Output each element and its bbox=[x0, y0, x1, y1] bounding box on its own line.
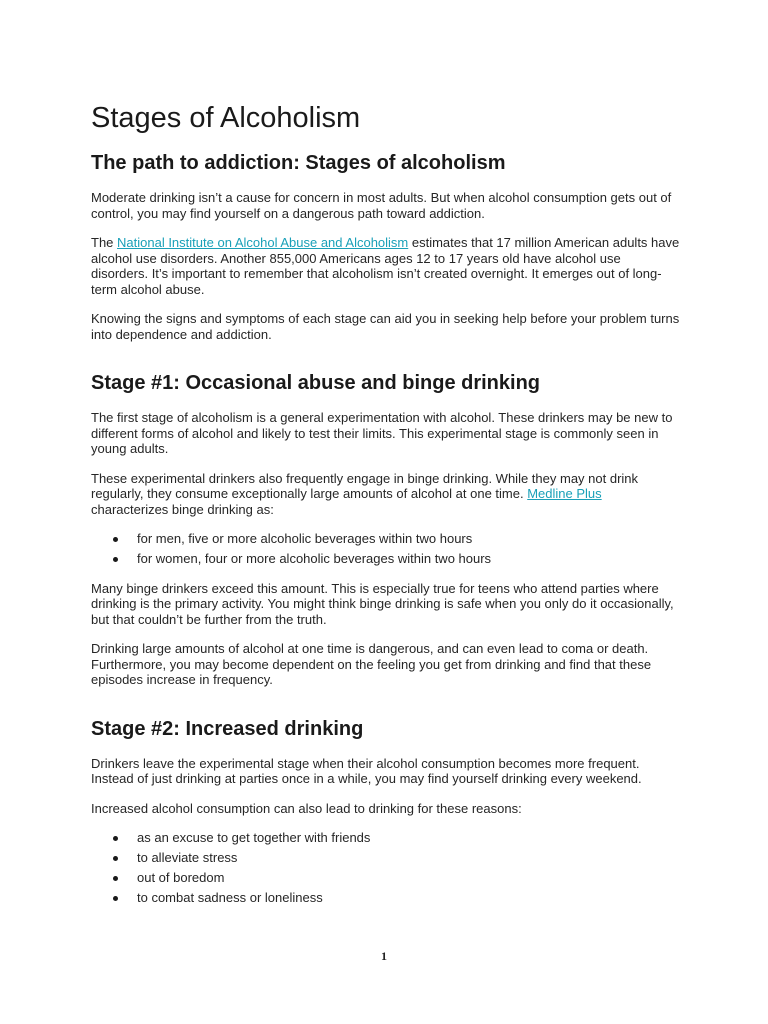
list-item-text: to alleviate stress bbox=[137, 850, 238, 865]
stage1-paragraph-1: The first stage of alcoholism is a general experimentation with alcohol. These drinkers may be new to different forms of alcohol and likely to test their limits. This experimental stage is commonly seen in young adults. bbox=[91, 410, 673, 456]
bullet-icon bbox=[113, 537, 118, 542]
intro-paragraph-3: Knowing the signs and symptoms of each stage can aid you in seeking help before your problem turns into dependence and addiction. bbox=[91, 311, 680, 342]
stage2-paragraph-2: Increased alcohol consumption can also lead to drinking for these reasons: bbox=[91, 800, 522, 816]
drinking-reasons-list bbox=[91, 830, 681, 906]
bullet-icon bbox=[113, 836, 118, 841]
niaaa-link[interactable]: National Institute on Alcohol Abuse and Alcoholism bbox=[117, 235, 409, 250]
list-item-text: to combat sadness or loneliness bbox=[137, 890, 323, 905]
document-subtitle: The path to addiction: Stages of alcoholism bbox=[91, 152, 506, 174]
stage1-paragraph-2 bbox=[91, 471, 681, 518]
list-item bbox=[91, 531, 681, 547]
stage1-paragraph-3: Many binge drinkers exceed this amount. This is especially true for teens who attend parties where drinking is the primary activity. You might think binge drinking is safe when you only do it occasionally, but that couldn’t be further from the truth. bbox=[91, 580, 674, 627]
list-item-text: for men, five or more alcoholic beverages within two hours bbox=[137, 531, 473, 546]
medline-plus-link[interactable]: Medline Plus bbox=[527, 486, 602, 501]
bullet-icon bbox=[113, 557, 118, 562]
document-title: Stages of Alcoholism bbox=[91, 102, 361, 134]
list-item bbox=[91, 870, 681, 886]
document-page bbox=[91, 100, 681, 920]
bullet-icon bbox=[113, 856, 118, 861]
list-item-text: as an excuse to get together with friends bbox=[137, 830, 371, 845]
page-number: 1 bbox=[381, 949, 387, 963]
list-item bbox=[91, 830, 681, 846]
intro-paragraph-1: Moderate drinking isn’t a cause for concern in most adults. But when alcohol consumption gets out of control, you may find yourself on a dangerous path toward addiction. bbox=[91, 190, 672, 221]
intro-p2-text-after: estimates that 17 million American adults have alcohol use disorders. Another 855,000 Americans ages 12 to 17 years old have alcohol use disorders. It’s important to remember that alcoholism isn’t created overnight. It emerges out of long-term alcohol abuse. bbox=[91, 235, 680, 297]
list-item-text: out of boredom bbox=[137, 870, 225, 885]
stage2-paragraph-1: Drinkers leave the experimental stage when their alcohol consumption becomes more frequent. Instead of just drinking at parties once in a while, you may find yourself drinking every weekend. bbox=[91, 755, 642, 786]
stage1-paragraph-4: Drinking large amounts of alcohol at one time is dangerous, and can even lead to coma or death. Furthermore, you may become dependent on the feeling you get from drinking and find that these episodes increase in frequency. bbox=[91, 641, 652, 687]
bullet-icon bbox=[113, 876, 118, 881]
list-item bbox=[91, 850, 681, 866]
list-item bbox=[91, 551, 681, 567]
stage2-heading: Stage #2: Increased drinking bbox=[91, 717, 364, 740]
stage1-p2-text-after: characterizes binge drinking as: bbox=[91, 501, 274, 517]
list-item bbox=[91, 890, 681, 906]
stage1-p2-text-before: These experimental drinkers also frequently engage in binge drinking. While they may not drink regularly, they consume exceptionally large amounts of alcohol at one time. bbox=[91, 470, 639, 501]
intro-paragraph-2 bbox=[91, 235, 681, 297]
binge-definition-list bbox=[91, 531, 681, 567]
stage1-heading: Stage #1: Occasional abuse and binge drinking bbox=[91, 372, 541, 394]
bullet-icon bbox=[113, 896, 118, 901]
list-item-text: for women, four or more alcoholic beverages within two hours bbox=[137, 551, 492, 566]
intro-p2-text-before: The bbox=[91, 235, 118, 250]
